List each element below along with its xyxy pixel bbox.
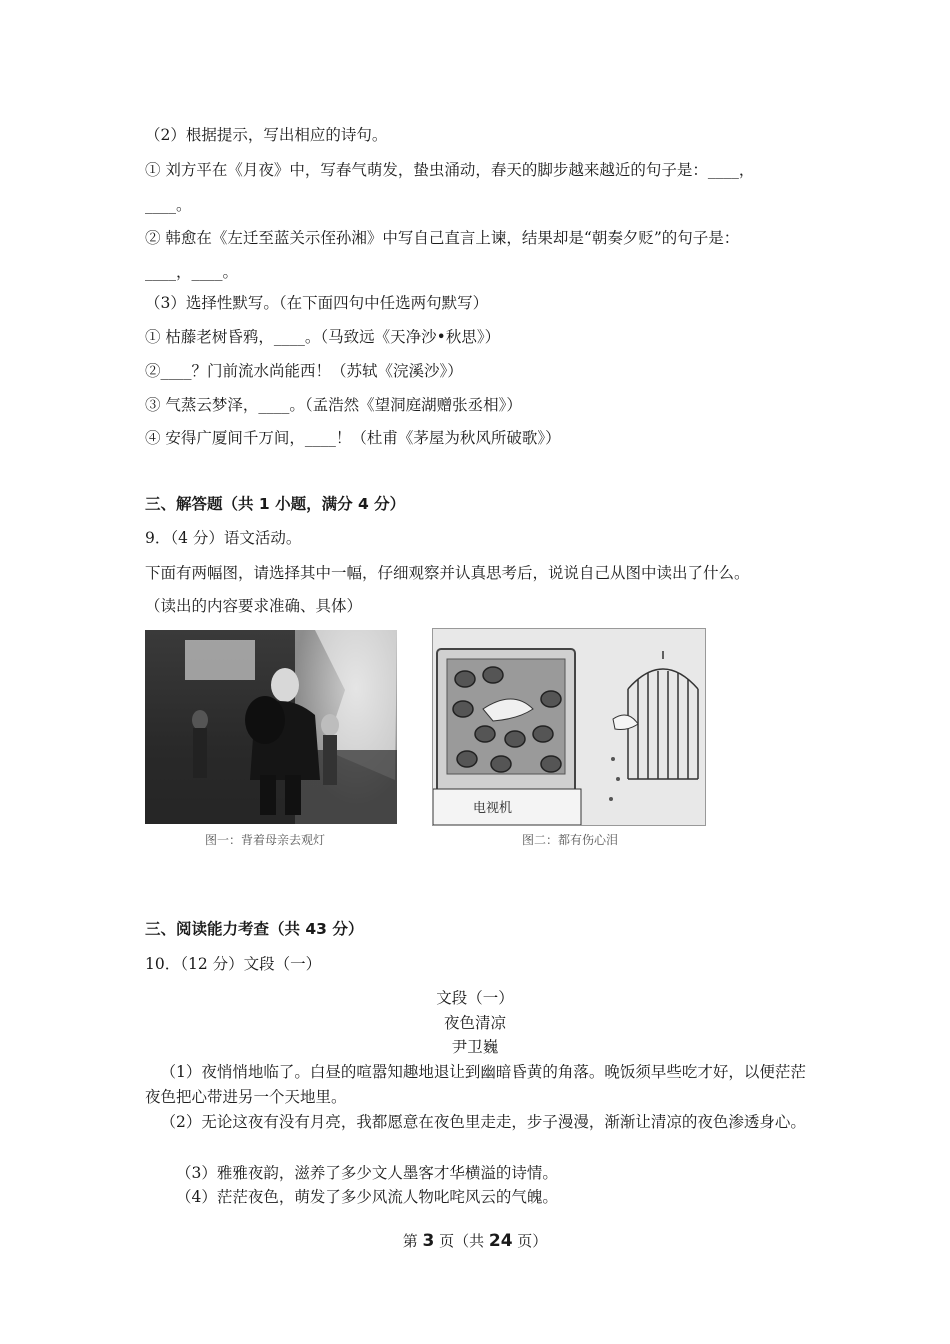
paragraph-3: （3）雅雅夜韵，滋养了多少文人墨客才华横溢的诗情。 <box>176 1164 558 1182</box>
figure-1-photo <box>145 630 397 824</box>
item2-line2: ____，____。 <box>145 263 239 281</box>
tv-and-birdcage-cartoon <box>433 629 705 825</box>
passage-author: 尹卫巍 <box>451 1038 499 1056</box>
passage-title: 夜色清凉 <box>443 1014 506 1032</box>
item1-line1: ① 刘方平在《月夜》中，写春气萌发，蛰虫涌动，春天的脚步越来越近的句子是：____， <box>145 161 755 179</box>
paragraph-4: （4）茫茫夜色，萌发了多少风流人物叱咤风云的气魄。 <box>176 1188 558 1206</box>
paragraph-2: （2）无论这夜有没有月亮，我都愿意在夜色里走走，步子漫漫，渐渐让清凉的夜色渗透身心。 <box>160 1113 806 1131</box>
part3-title: （3）选择性默写。（在下面四句中任选两句默写） <box>145 294 489 312</box>
option-4: ④ 安得广厦间千万间，____！（杜甫《茅屋为秋风所破歌》） <box>145 429 561 447</box>
total-pages: 24 <box>488 1231 513 1251</box>
option-1: ① 枯藤老树昏鸦，____。（马致远《天净沙•秋思》） <box>145 328 501 346</box>
page-footer: 第 3 页（共 24 页） <box>402 1231 548 1251</box>
figure-1-caption: 图一：背着母亲去观灯 <box>205 833 326 847</box>
option-3: ③ 气蒸云梦泽，____。（孟浩然《望洞庭湖赠张丞相》） <box>145 396 522 414</box>
question-9-desc: 下面有两幅图，请选择其中一幅，仔细观察并认真思考后，说说自己从图中读出了什么。 <box>145 564 750 582</box>
passage-label: 文段（一） <box>436 989 514 1007</box>
option-2: ②____？门前流水尚能西！（苏轼《浣溪沙》） <box>145 362 463 380</box>
question-9-title: 9．（4 分）语文活动。 <box>145 529 302 547</box>
figure-2-caption: 图二：都有伤心泪 <box>522 833 619 847</box>
reading-section-heading: 三、阅读能力考查（共 43 分） <box>145 920 364 938</box>
item2-line1: ② 韩愈在《左迁至蓝关示侄孙湘》中写自己直言上谏，结果却是“朝奏夕贬”的句子是： <box>145 229 740 247</box>
section-heading: 三、解答题（共 1 小题，满分 4 分） <box>145 495 406 513</box>
tv-label: 电视机 <box>473 801 513 816</box>
question-9-note: （读出的内容要求准确、具体） <box>145 597 363 615</box>
part2-title: （2）根据提示，写出相应的诗句。 <box>145 126 388 144</box>
question-10-title: 10．（12 分）文段（一） <box>145 955 322 973</box>
lantern-festival-photo <box>145 630 397 824</box>
paragraph-1: （1）夜悄悄地临了。白昼的喧嚣知趣地退让到幽暗昏黄的角落。晚饭须早些吃才好，以便茫茫夜色把心带进另一个天地里。 <box>145 1063 806 1106</box>
page-number: 3 <box>422 1231 435 1251</box>
item1-line2: ____。 <box>145 196 192 214</box>
figure-2-cartoon <box>432 628 706 826</box>
